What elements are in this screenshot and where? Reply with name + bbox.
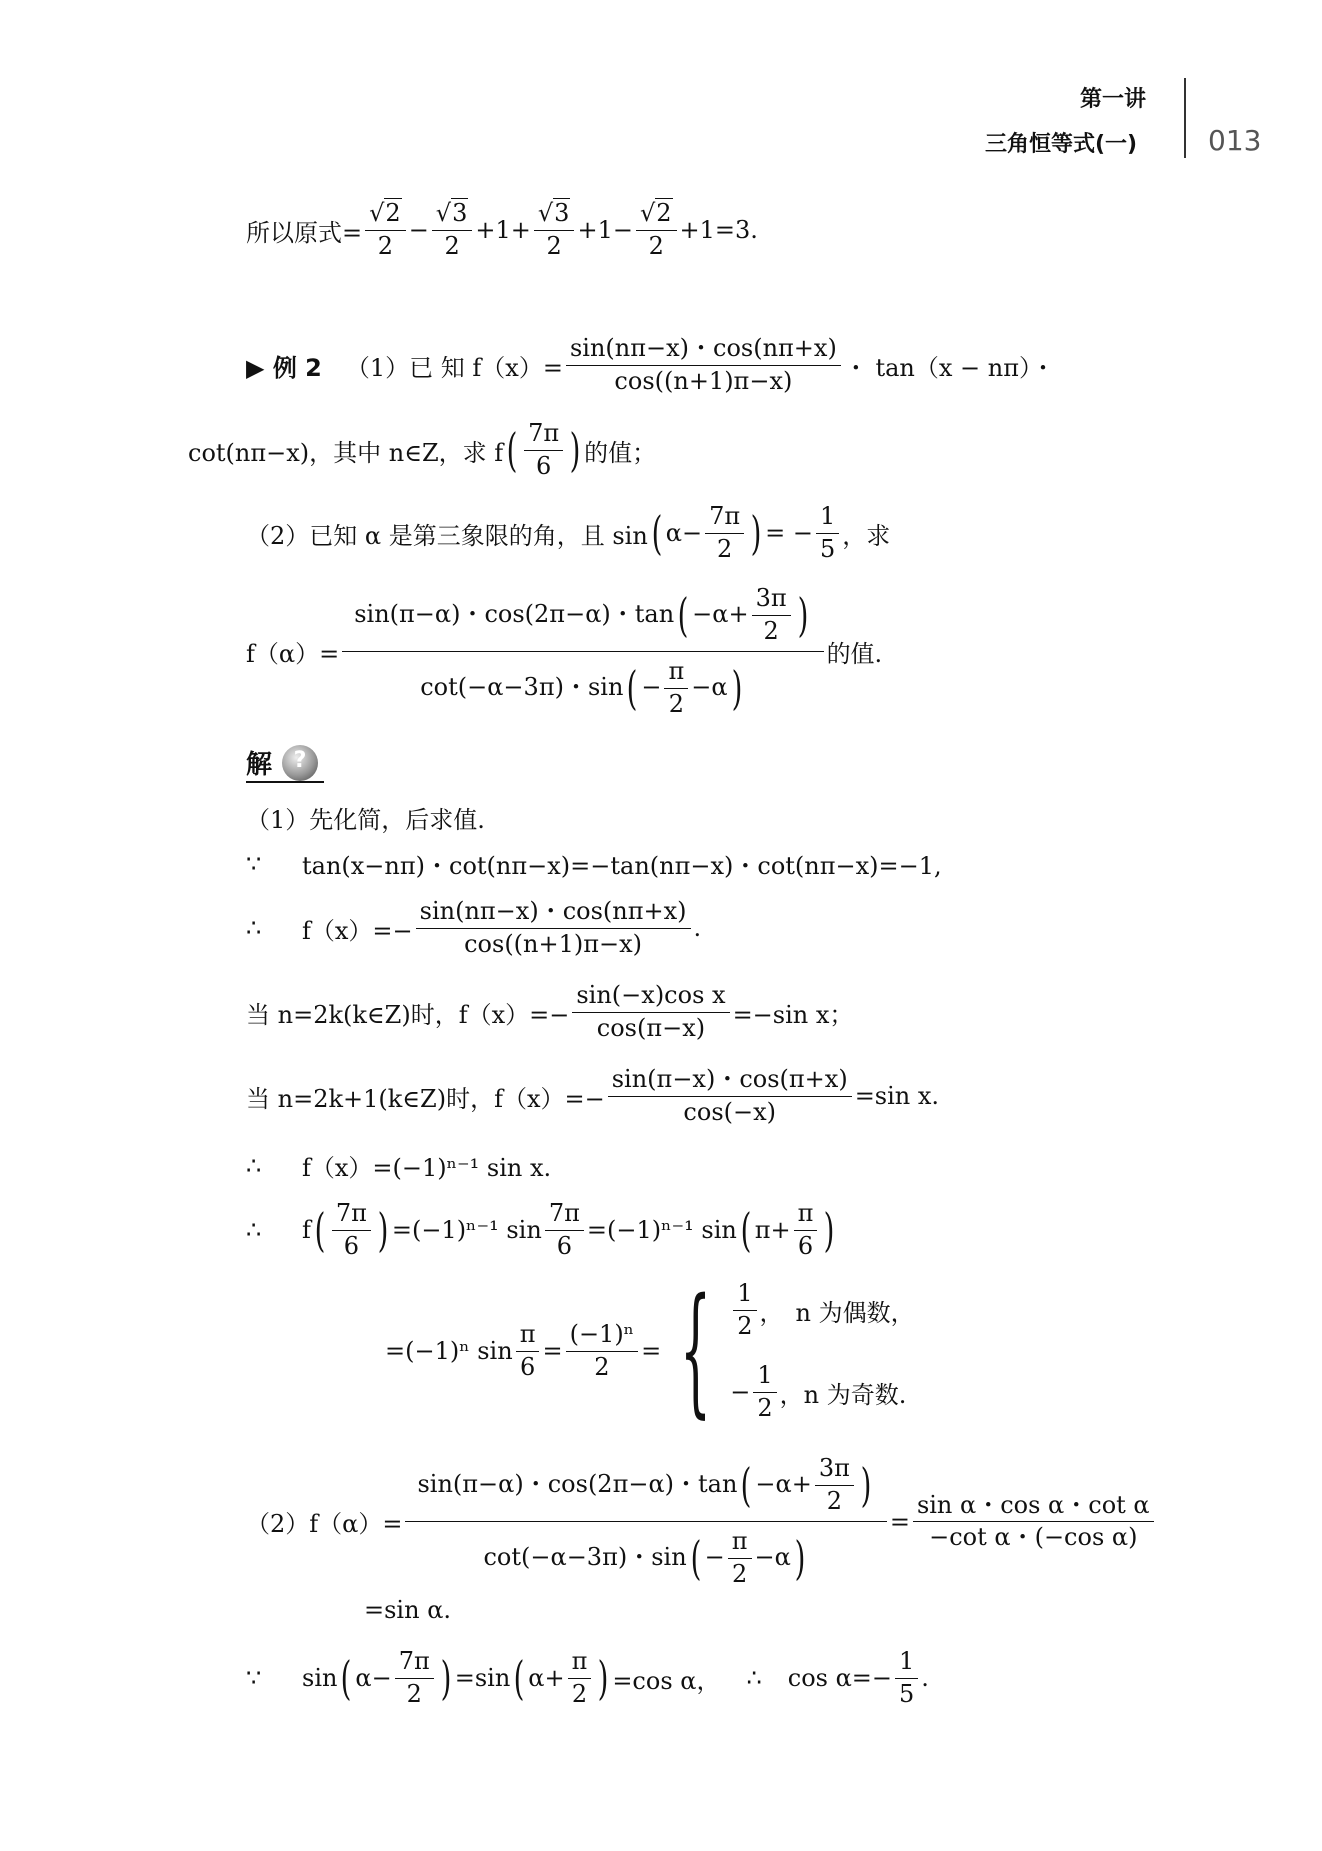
header-divider (1184, 78, 1186, 158)
fraction: √ $\frac{2}{2}$ (636, 200, 677, 260)
help-icon[interactable] (282, 745, 318, 781)
fraction: sin(π−α)・cos(2π−α)・tan ( −α+ $\frac{3\pi}{2}$ ) cot(−α−3π)・sin ( − $\frac{\pi}{2}$ −α ) (342, 585, 823, 718)
fraction: $\frac{7\pi}{6}$ (524, 420, 563, 480)
fraction: $\frac{\sin(n\pi-x)・\cos(n\pi+x)}{\cos((n+1)\pi-x)}$ (566, 335, 841, 395)
solution-step-3: ∴ f（x）=− $\frac{\sin(n\pi-x)・\cos(n\pi+x)}{\cos((n+1)\pi-x)}$ . (246, 897, 702, 958)
fraction: √ $\frac{3}{2}$ (534, 200, 575, 260)
solution-step-4: 当 n=2k(k∈Z)时，f（x）=− $\frac{\text{sin(−x)cos x}}{\cos(\pi-x)}$ =−sin x； (246, 981, 854, 1042)
solution-step-8: =(−1)ⁿ sin $\frac{\pi}{6}$ = $\frac{\text{(−1)ⁿ}}{2}$ = { $\frac{1}{2}$ ， n 为偶数， − $\frac{1}{2}$ ，n 为奇数. (385, 1269, 915, 1433)
text: 所以原式= (246, 218, 363, 247)
page-number: 013 (1208, 124, 1262, 157)
example-marker: ▶ 例 2 (246, 353, 322, 382)
fraction: sin(π−α)・cos(2π−α)・tan ( −α+ $\frac{3\pi}{2}$ ) cot(−α−3π)・sin ( − $\frac{\pi}{2}$ −α ) (405, 1455, 886, 1588)
solution-step-7: ∴ f ( $\frac{7\pi}{6}$ ) =(−1)ⁿ⁻¹ sin $\frac{7\pi}{6}$ =(−1)ⁿ⁻¹ sin ( π+ $\frac{\pi}{6}$ ) (246, 1199, 835, 1260)
solution-step-1: （1）先化简，后求值. (246, 806, 485, 834)
solution-step-2: ∵ tan(x−nπ)・cot(nπ−x)=−tan(nπ−x)・cot(nπ−x)=−1, (246, 849, 942, 880)
fraction: √ $\frac{2}{2}$ (365, 200, 406, 260)
fraction: √ $\frac{3}{2}$ (432, 200, 473, 260)
chapter-label: 第一讲 (1080, 87, 1147, 112)
solution-step-11: ∵ sin ( α− $\frac{7\pi}{2}$ ) =sin ( α+ $\frac{\pi}{2}$ ) =cos α， ∴ cos α=− $\frac{1}{5}$ . (246, 1647, 929, 1708)
solution-title: 解 ? (246, 744, 324, 783)
solution-step-5: 当 n=2k+1(k∈Z)时，f（x）=− $\frac{\sin(\pi-x)・\cos(\pi+x)}{\cos(-x)}$ =sin x. (246, 1065, 940, 1126)
result-line: 所以原式= √ $\frac{2}{2}$ − √ $\frac{3}{2}$ +1+ √ $\frac{3}{2}$ +1− √ $\frac{2}{2}$ +1=3. (246, 200, 758, 260)
f-alpha-definition: f（α）= sin(π−α)・cos(2π−α)・tan ( −α+ $\frac{3\pi}{2}$ ) cot(−α−3π)・sin ( − $\frac{\pi}{2}$ −α ) 的值. (246, 584, 883, 718)
fraction: $\frac{7\pi}{2}$ (705, 503, 744, 563)
chapter-title: 三角恒等式(一) (985, 132, 1138, 157)
piecewise-cases: $\frac{1}{2}$ ， n 为偶数， − $\frac{1}{2}$ ，n 为奇数. (730, 1279, 915, 1422)
example-2-part-2: （2）已知 α 是第三象限的角，且 sin ( α− $\frac{7\pi}{2}$ ) = − $\frac{1}{5}$ ，求 (246, 502, 891, 563)
example-2-line-2: cot(nπ−x)，其中 n∈Z，求 f ( $\frac{7\pi}{6}$ ) 的值； (188, 419, 657, 480)
fraction: $\frac{1}{5}$ (816, 503, 839, 563)
solution-part-2: （2）f（α）= sin(π−α)・cos(2π−α)・tan ( −α+ $\frac{3\pi}{2}$ ) cot(−α−3π)・sin ( − $\frac{\pi}{2}$ −α ) = $\frac{\text{sin α・cos α・cot α}}{\text{−cot α・(−cos α)}}$ (246, 1455, 1157, 1588)
solution-step-10: =sin α. (364, 1596, 452, 1624)
example-2-line-1: ▶ 例 2 （1） 已 知 f（x）= $\frac{\sin(n\pi-x)・\cos(n\pi+x)}{\cos((n+1)\pi-x)}$ ・ tan（x − nπ）・ (246, 334, 1055, 395)
solution-step-6: ∴ f（x）=(−1)ⁿ⁻¹ sin x. (246, 1151, 552, 1182)
